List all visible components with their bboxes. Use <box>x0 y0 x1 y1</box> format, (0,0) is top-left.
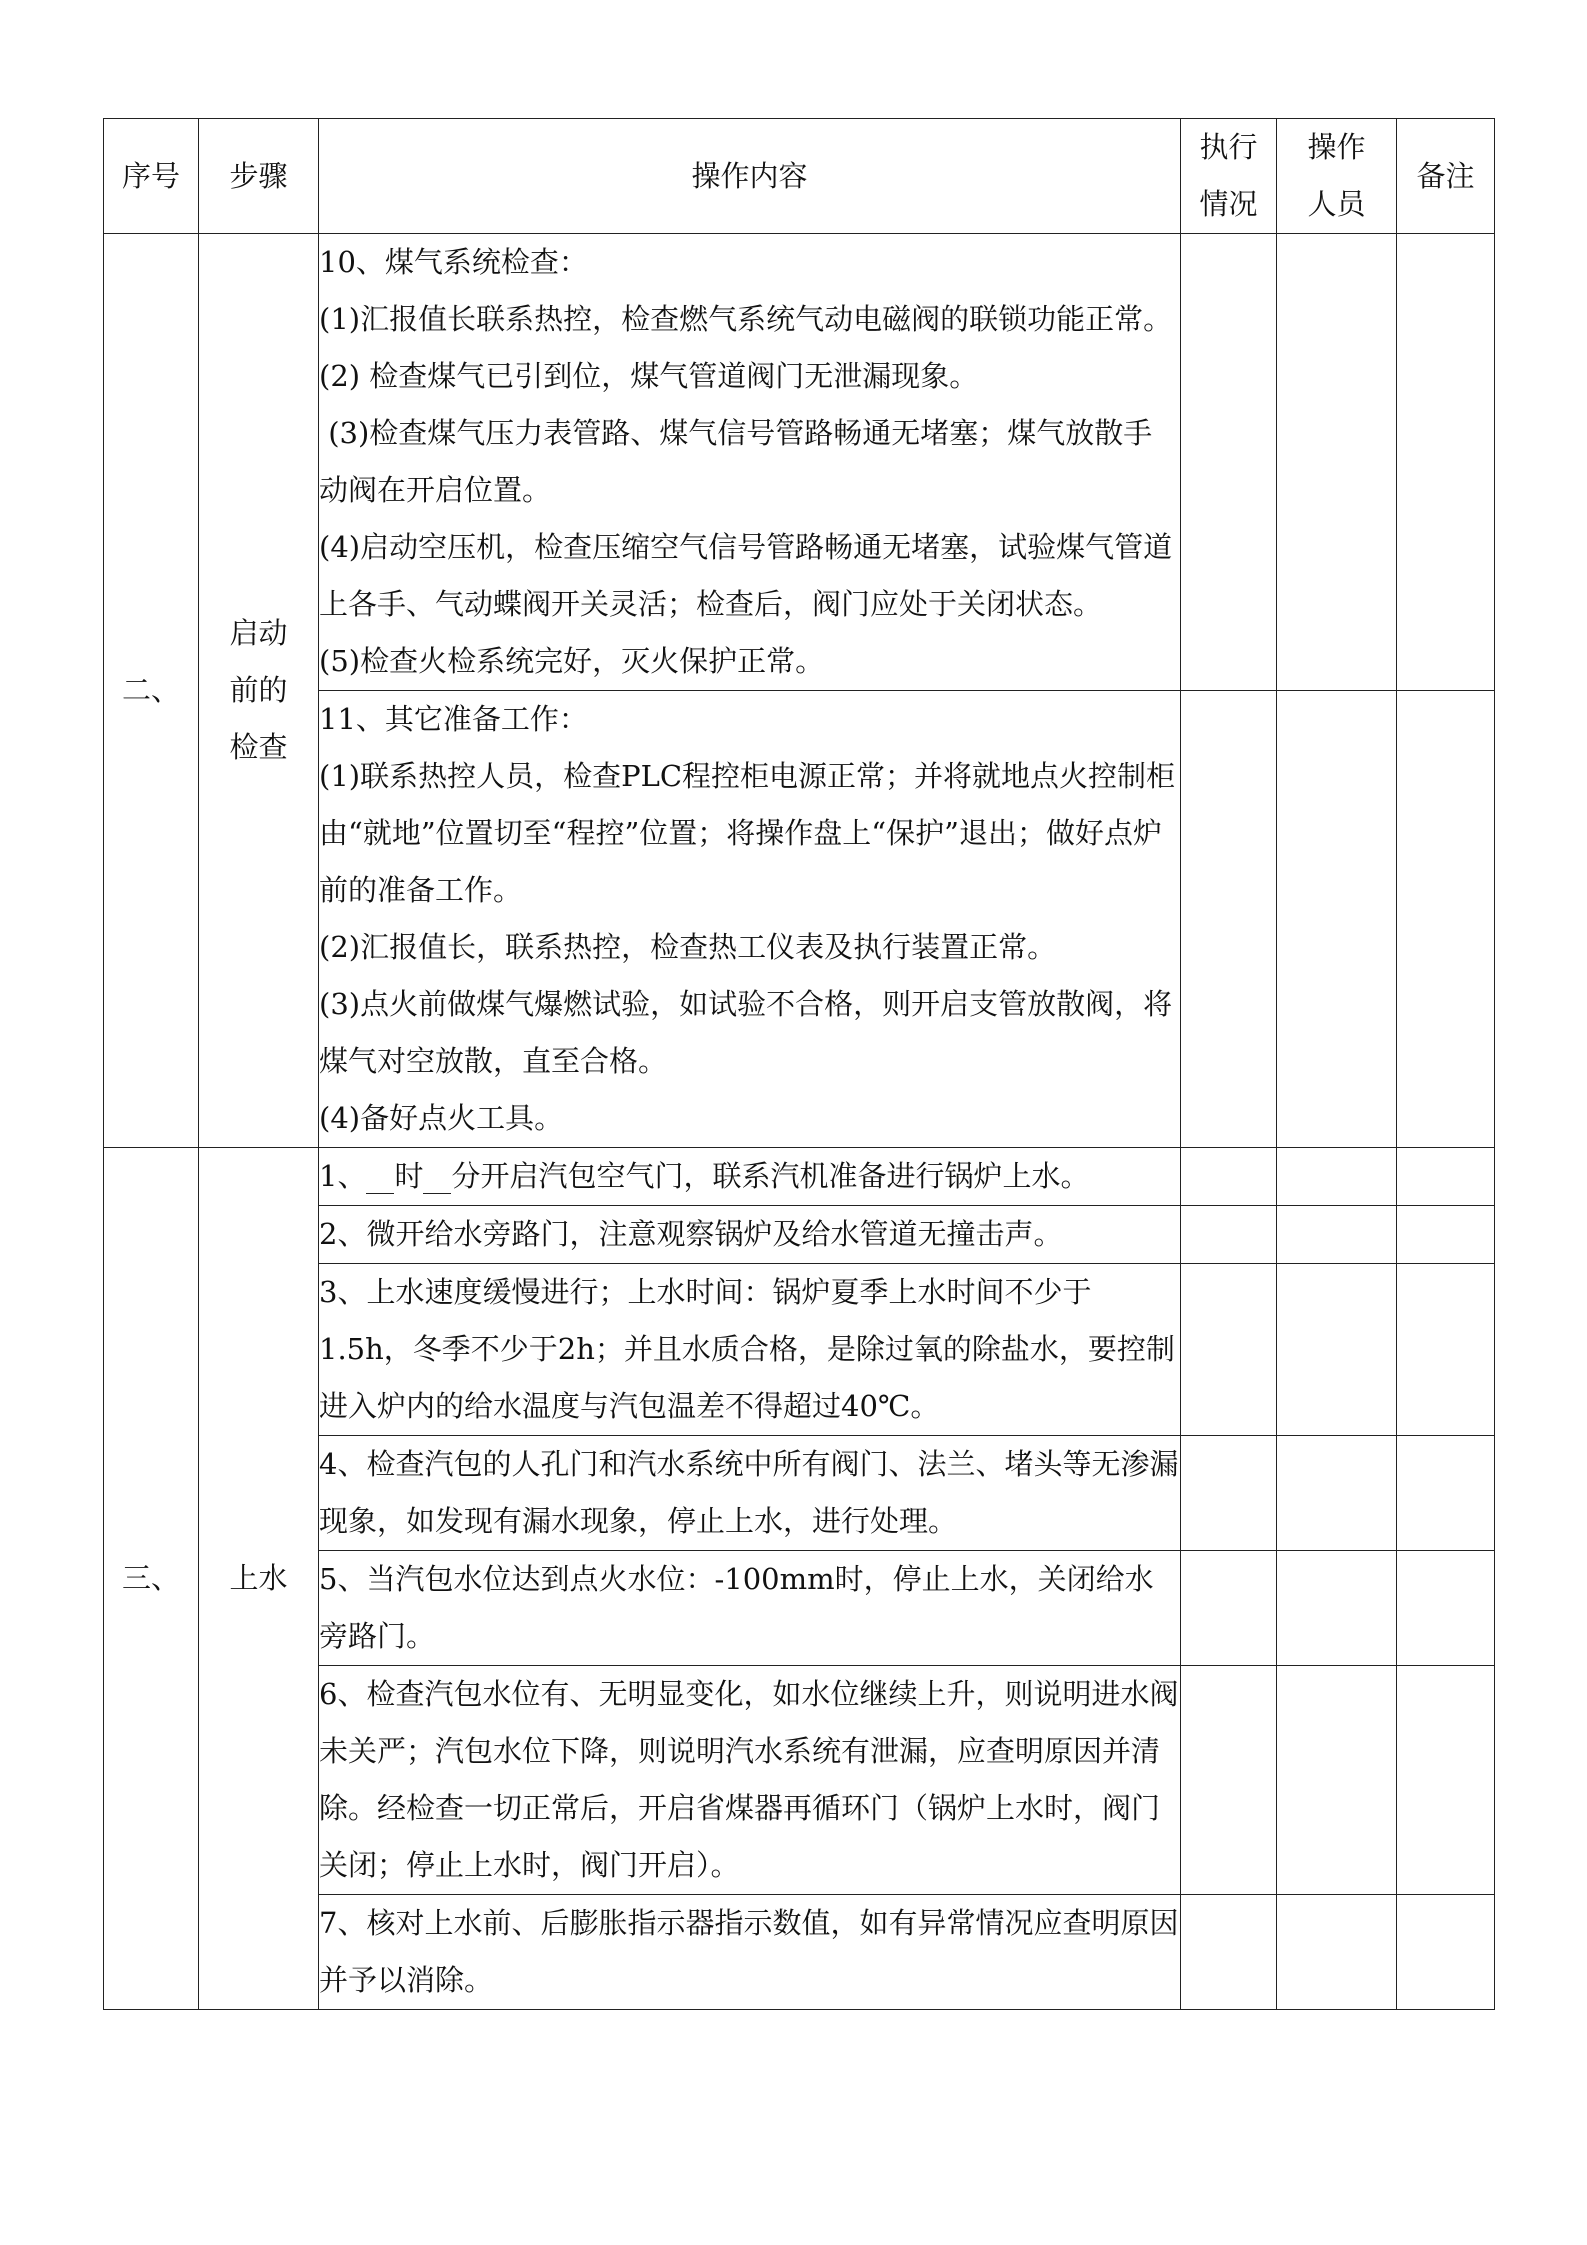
water-fill-row-6 <box>319 1666 1181 1895</box>
section-2-step-line3: 检查 <box>229 730 288 764</box>
water-fill-row-5 <box>319 1551 1181 1666</box>
section-3-number: 三、 <box>104 1148 199 2010</box>
item-11-title: 11、其它准备工作： <box>319 702 588 736</box>
row-3-text: 3、上水速度缓慢进行；上水时间：锅炉夏季上水时间不少于1.5h，冬季不少于2h；并且水质合格，是除过氧的除盐水，要控制进入炉内的给水温度与汽包温差不得超过40℃。 <box>319 1275 1175 1423</box>
water-fill-row-2 <box>319 1206 1181 1264</box>
gas-system-check-content <box>319 234 1181 691</box>
row-7-text: 7、核对上水前、后膨胀指示器指示数值，如有异常情况应查明原因并予以消除。 <box>319 1906 1179 1997</box>
exec-status-cell[interactable] <box>1181 1436 1277 1551</box>
section-2-step-line2: 前的 <box>229 673 288 707</box>
exec-status-cell[interactable] <box>1181 1551 1277 1666</box>
remark-cell[interactable] <box>1397 1551 1495 1666</box>
item-10-2: (2) 检查煤气已引到位，煤气管道阀门无泄漏现象。 <box>319 359 979 393</box>
exec-status-cell[interactable] <box>1181 1148 1277 1206</box>
item-11-3: (3)点火前做煤气爆燃试验，如试验不合格，则开启支管放散阀，将煤气对空放散，直至合格。 <box>319 987 1173 1078</box>
operator-cell[interactable] <box>1277 1895 1397 2010</box>
item-10-3: (3)检查煤气压力表管路、煤气信号管路畅通无堵塞；煤气放散手动阀在开启位置。 <box>319 416 1153 507</box>
exec-status-cell[interactable] <box>1181 691 1277 1148</box>
table-row <box>104 1148 1495 1206</box>
remark-cell[interactable] <box>1397 1206 1495 1264</box>
header-no: 序号 <box>104 119 199 234</box>
section-2-number: 二、 <box>104 234 199 1148</box>
other-preparation-content <box>319 691 1181 1148</box>
water-fill-row-1 <box>319 1148 1181 1206</box>
row-1-hour-unit: 时 <box>394 1159 424 1193</box>
exec-status-cell[interactable] <box>1181 1206 1277 1264</box>
row-1-text <box>319 1148 1180 1205</box>
header-remark: 备注 <box>1397 119 1495 234</box>
remark-cell[interactable] <box>1397 234 1495 691</box>
remark-cell[interactable] <box>1397 1264 1495 1436</box>
item-10-4: (4)启动空压机，检查压缩空气信号管路畅通无堵塞，试验煤气管道上各手、气动蝶阀开关灵活；检查后，阀门应处于关闭状态。 <box>319 530 1173 621</box>
row-4-text: 4、检查汽包的人孔门和汽水系统中所有阀门、法兰、堵头等无渗漏现象，如发现有漏水现象，停止上水，进行处理。 <box>319 1447 1179 1538</box>
exec-status-cell[interactable] <box>1181 1666 1277 1895</box>
item-10-5: (5)检查火检系统完好，灭火保护正常。 <box>319 644 825 678</box>
item-11-2: (2)汇报值长，联系热控，检查热工仪表及执行装置正常。 <box>319 930 1057 964</box>
remark-cell[interactable] <box>1397 1148 1495 1206</box>
header-content: 操作内容 <box>319 119 1181 234</box>
item-10-title: 10、煤气系统检查： <box>319 245 588 279</box>
header-row <box>104 119 1495 234</box>
minute-blank[interactable] <box>423 1159 451 1194</box>
remark-cell[interactable] <box>1397 1666 1495 1895</box>
operator-cell[interactable] <box>1277 1264 1397 1436</box>
remark-cell[interactable] <box>1397 691 1495 1148</box>
header-step: 步骤 <box>199 119 319 234</box>
header-operator <box>1277 119 1397 234</box>
section-3-step: 上水 <box>199 1148 319 2010</box>
header-person-line2: 人员 <box>1307 187 1366 221</box>
item-11-1: (1)联系热控人员，检查PLC程控柜电源正常；并将就地点火控制柜由“就地”位置切至“程控”位置；将操作盘上“保护”退出；做好点炉前的准备工作。 <box>319 759 1176 907</box>
header-person-line1: 操作 <box>1307 130 1366 164</box>
row-1-rest: 分开启汽包空气门，联系汽机准备进行锅炉上水。 <box>451 1159 1090 1193</box>
row-2-text: 2、微开给水旁路门，注意观察锅炉及给水管道无撞击声。 <box>319 1217 1063 1251</box>
row-5-text: 5、当汽包水位达到点火水位：-100mm时，停止上水，关闭给水旁路门。 <box>319 1562 1154 1653</box>
operation-table <box>103 118 1495 2010</box>
water-fill-row-4 <box>319 1436 1181 1551</box>
operator-cell[interactable] <box>1277 1206 1397 1264</box>
section-2-step <box>199 234 319 1148</box>
water-fill-row-3 <box>319 1264 1181 1436</box>
operator-cell[interactable] <box>1277 1436 1397 1551</box>
row-1-prefix: 1、 <box>319 1159 367 1193</box>
operator-cell[interactable] <box>1277 1148 1397 1206</box>
header-exec-line2: 情况 <box>1199 187 1258 221</box>
table-row <box>104 234 1495 691</box>
operator-cell[interactable] <box>1277 691 1397 1148</box>
exec-status-cell[interactable] <box>1181 234 1277 691</box>
header-exec-line1: 执行 <box>1199 130 1258 164</box>
exec-status-cell[interactable] <box>1181 1264 1277 1436</box>
item-10-1: (1)汇报值长联系热控，检查燃气系统气动电磁阀的联锁功能正常。 <box>319 302 1173 336</box>
operator-cell[interactable] <box>1277 234 1397 691</box>
remark-cell[interactable] <box>1397 1436 1495 1551</box>
remark-cell[interactable] <box>1397 1895 1495 2010</box>
operator-cell[interactable] <box>1277 1666 1397 1895</box>
operator-cell[interactable] <box>1277 1551 1397 1666</box>
section-2-step-line1: 启动 <box>229 616 288 650</box>
hour-blank[interactable] <box>366 1159 394 1194</box>
header-exec-status <box>1181 119 1277 234</box>
row-6-text: 6、检查汽包水位有、无明显变化，如水位继续上升，则说明进水阀未关严；汽包水位下降，则说明汽水系统有泄漏，应查明原因并清除。经检查一切正常后，开启省煤器再循环门（锅炉上水时，阀门关闭；停止上水时，阀门开启）。 <box>319 1677 1179 1882</box>
water-fill-row-7 <box>319 1895 1181 2010</box>
exec-status-cell[interactable] <box>1181 1895 1277 2010</box>
item-11-4: (4)备好点火工具。 <box>319 1101 564 1135</box>
